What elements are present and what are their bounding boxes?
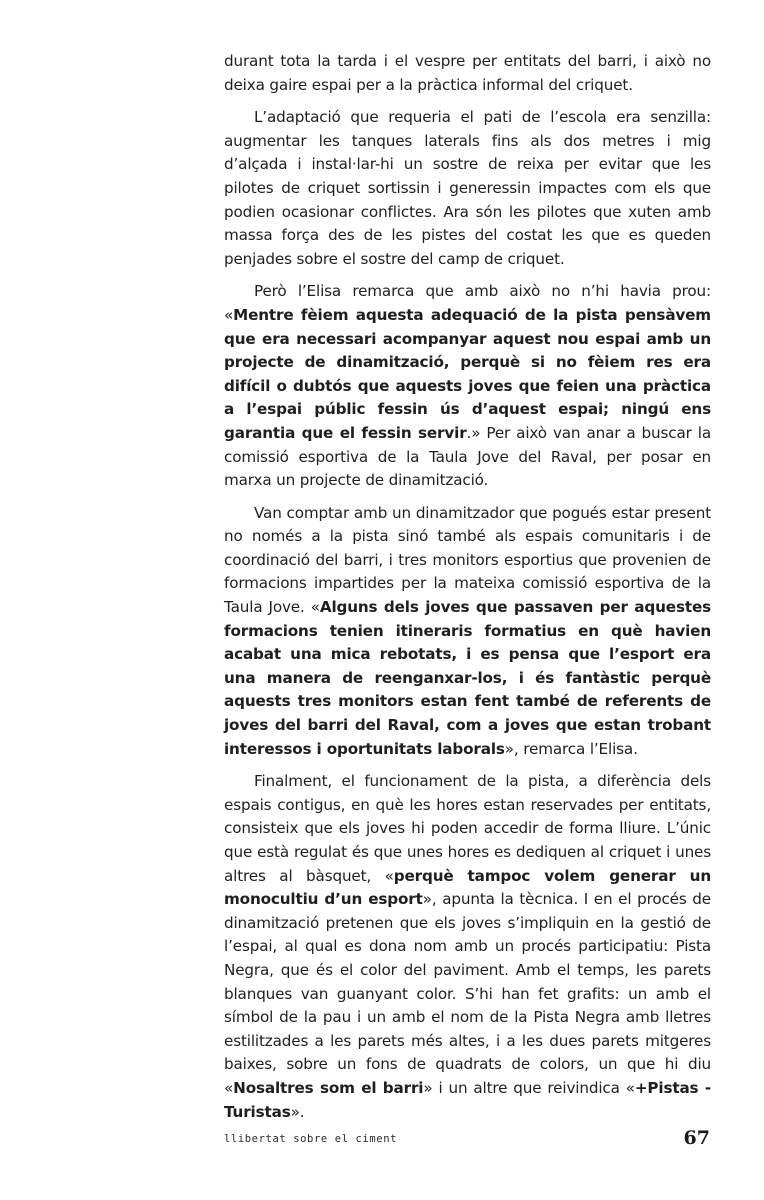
page-number: 67 [683, 1127, 710, 1149]
paragraph-5-text-end: ». [290, 1102, 305, 1121]
paragraph-4-text: Van comptar amb un dinamitzador que pogués estar present no només a la pista sinó també als espais comunitaris i de coordinació del barri, i tres monitors esportius que provenien de formacions impartides per la mateixa comissió esportiva de la Taula Jove. « [224, 503, 711, 617]
paragraph-5 [224, 770, 711, 1124]
paragraph-5-text-mid-2: » i un altre que reivindica « [423, 1078, 635, 1097]
paragraph-2 [224, 106, 711, 271]
paragraph-5-text: Finalment, el funcionament de la pista, a diferència dels espais contigus, en què les hores estan reservades per entitats, consisteix que els joves hi poden accedir de forma lliure. L’únic que està regulat és que unes hores es dediquen al criquet i unes altres al bàsquet, « [224, 772, 711, 885]
running-title: llibertat sobre el ciment [224, 1133, 398, 1145]
paragraph-5-text-mid: », apunta la tècnica. I en el procés de dinamització pretenen que els joves s’impliquin en la gestió de l’espai, al qual es dona nom amb un procés participatiu: Pista Negra, que és el color del paviment. Amb el temps, les parets blanques van guanyant color. S’hi han fet grafits: un amb el símbol de la pau i un amb el nom de la Pista Negra amb lletres estilitzades a les parets més altes, i a les dues parets mitgeres baixes, sobre un fons de quadrats de colors, un que hi diu « [224, 890, 711, 1097]
paragraph-3-text-end: .» Per això van anar a buscar la comissió esportiva de la Taula Jove del Raval, per posar en marxa un projecte de dinamització. [224, 423, 711, 490]
paragraph-4-text-end: », remarca l’Elisa. [504, 739, 638, 758]
paragraph-3-quote: Mentre fèiem aquesta adequació de la pista pensàvem que era necessari acompanyar aquest nou espai amb un projecte de dinamització, perquè si no fèiem res era difícil o dubtós que aquests joves que feien una pràctica a l’espai públic fessin ús d’aquest espai; ningú ens garantia que el fessin servir [224, 305, 711, 442]
paragraph-4 [224, 502, 711, 762]
paragraph-2-text: L’adaptació que requeria el pati de l’escola era senzilla: augmentar les tanques laterals fins als dos metres i mig d’alçada i instal·lar-hi un sostre de reixa per evitar que les pilotes de criquet sortissin i generessin impactes com els que podien ocasionar conflictes. Ara són les pilotes que xuten amb massa força des de les pistes del costat les que es queden penjades sobre el sostre del camp de criquet. [224, 108, 711, 268]
paragraph-3-text: Però l’Elisa remarca que amb això no n’hi havia prou: « [224, 282, 711, 324]
paragraph-1 [224, 50, 711, 97]
paragraph-5-quote: perquè tampoc volem generar un monocultiu d’un esport [224, 866, 711, 909]
paragraph-5-quote-slogan-1: Nosaltres som el barri [233, 1078, 424, 1097]
paragraph-1-text: durant tota la tarda i el vespre per entitats del barri, i això no deixa gaire espai per a la pràctica informal del criquet. [224, 52, 711, 94]
paragraph-4-quote: Alguns dels joves que passaven per aquestes formacions tenien itineraris formatius en què havien acabat una mica rebotats, i es pensa que l’esport era una manera de reenganxar-los, i és fantàstic perquè aquests tres monitors estan fent també de referents de joves del barri del Raval, com a joves que estan trobant interessos i oportunitats laborals [224, 598, 711, 758]
paragraph-5-quote-slogan-2: +Pistas -Turistas [224, 1078, 711, 1121]
page-body [224, 50, 711, 1133]
paragraph-3 [224, 280, 711, 492]
